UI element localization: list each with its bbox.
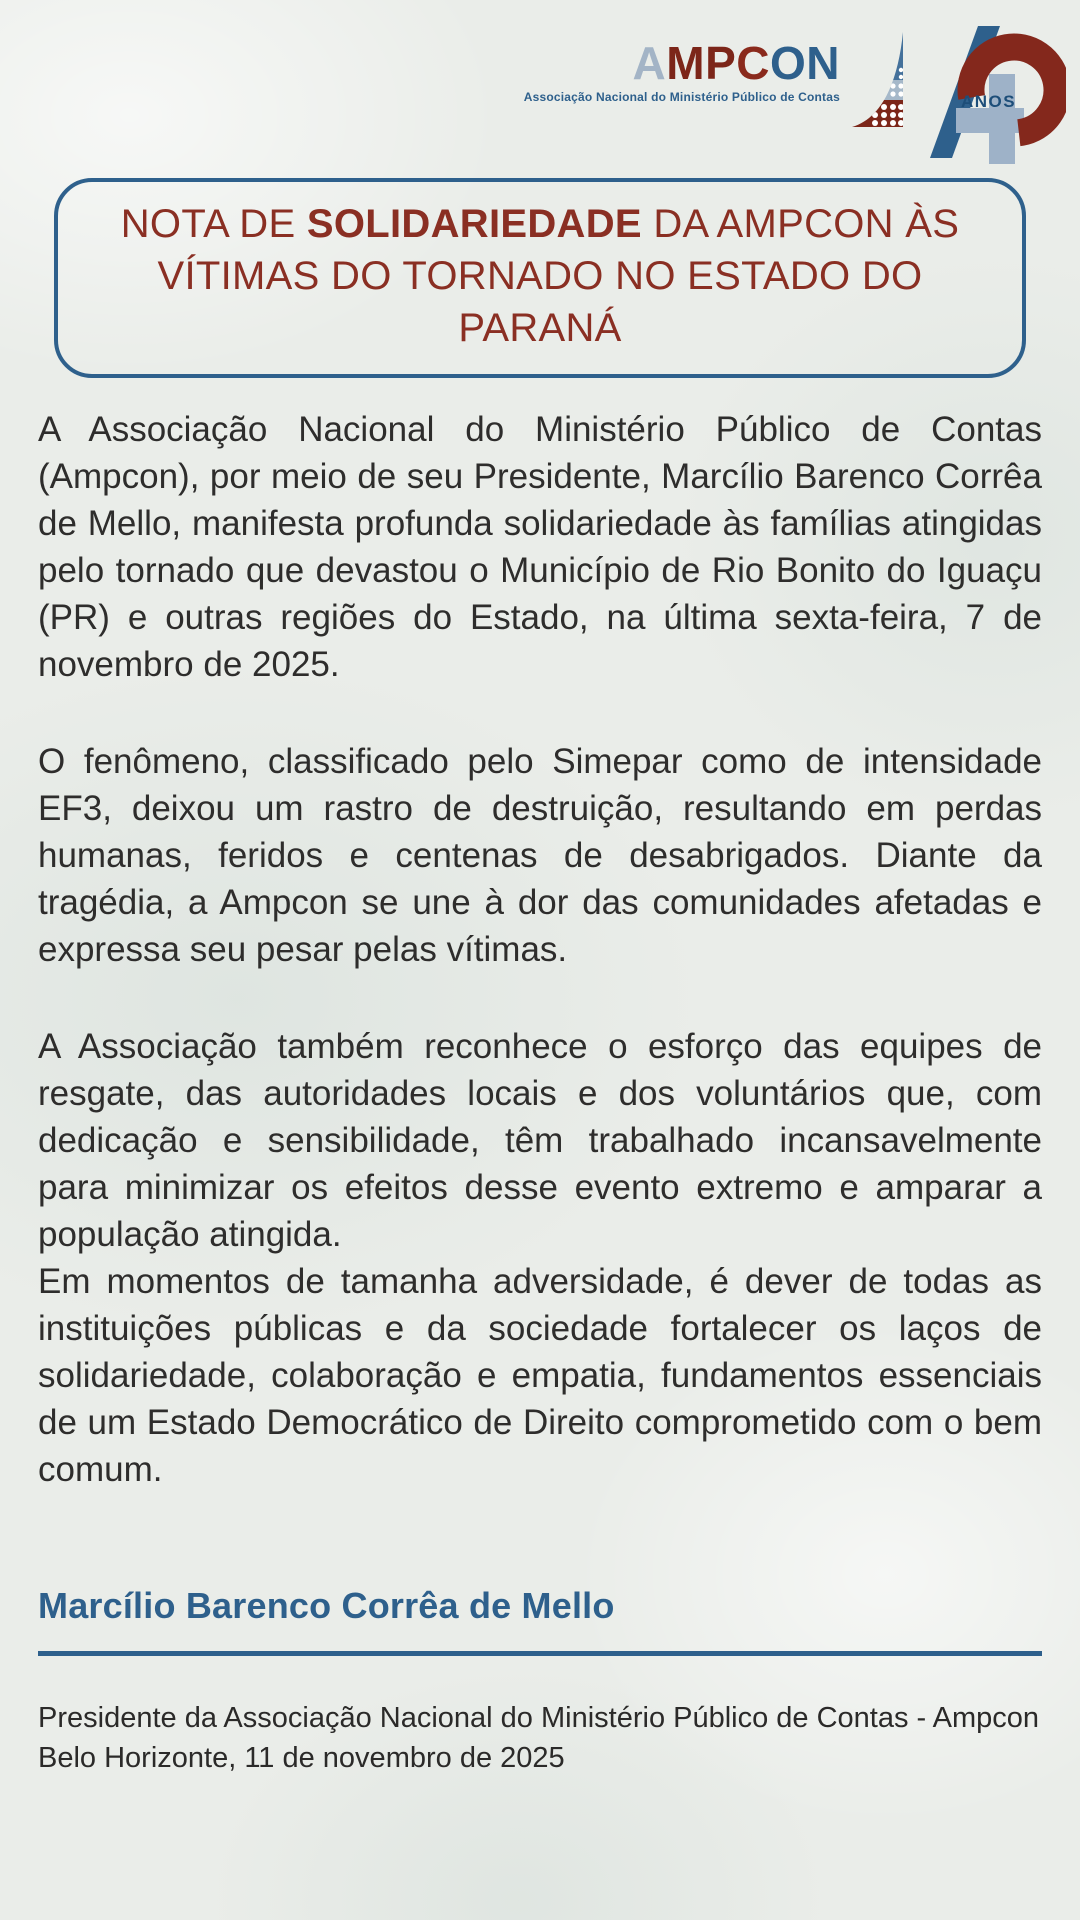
title-post: DA AMPCON ÀS VÍTIMAS DO TORNADO NO ESTADO DO PARANÁ (157, 202, 960, 350)
ampcon-wordmark (524, 37, 840, 89)
signature-name: Marcílio Barenco Corrêa de Mello (38, 1585, 615, 1626)
wordmark-letter: M (666, 37, 706, 89)
wordmark-letter: C (736, 37, 770, 89)
wordmark-letter: P (705, 37, 737, 89)
ampcon-tagline: Associação Nacional do Ministério Público de Contas (523, 90, 840, 104)
wordmark-letter: A (632, 37, 667, 89)
wordmark-letter: O (769, 37, 807, 89)
title-pre: NOTA DE (120, 202, 307, 246)
signature-block (38, 1585, 1042, 1778)
header (0, 0, 1080, 178)
paragraph-1: A Associação Nacional do Ministério Público de Contas (Ampcon), por meio de seu Presidente, Marcílio Barenco Corrêa de Mello, manifesta profunda solidariedade às famílias atingidas pelo tornado que devastou o Município de Rio Bonito do Iguaçu (PR) e outras regiões do Estado, na última sexta-feira, 7 de novembro de 2025. (38, 410, 1042, 684)
signature-role: Presidente da Associação Nacional do Ministério Público de Contas - Ampcon (38, 1702, 1040, 1734)
signature-place-date: Belo Horizonte, 11 de novembro de 2025 (38, 1742, 565, 1774)
anniversary-40-anos-icon (916, 16, 1066, 166)
ampcon-logo (524, 16, 1066, 166)
paragraph-4: Em momentos de tamanha adversidade, é dever de todas as instituições públicas e da sociedade fortalecer os laços de solidariedade, colaboração e empatia, fundamentos essenciais de um Estado Democrático de Direito comprometido com o bem comum. (38, 1262, 1042, 1489)
signature-divider (38, 1651, 1042, 1656)
wordmark-letter: N (806, 37, 840, 89)
note-body (38, 406, 1042, 1493)
title-emphasis: SOLIDARIEDADE (306, 202, 642, 246)
building-tower-icon (850, 30, 906, 128)
note-title (114, 198, 966, 354)
paragraph-3: A Associação também reconhece o esforço das equipes de resgate, das autoridades locais e dos voluntários que, com dedicação e sensibilidade, têm trabalhado incansavelmente para minimizar os efeitos desse evento extremo e amparar a população atingida. (38, 1027, 1042, 1254)
anos-label: ANOS (961, 92, 1017, 111)
paragraph-2: O fenômeno, classificado pelo Simepar como de intensidade EF3, deixou um rastro de destruição, resultando em perdas humanas, feridos e centenas de desabrigados. Diante da tragédia, a Ampcon se une à dor das comunidades afetadas e expressa seu pesar pelas vítimas. (38, 742, 1042, 969)
ampcon-wordmark-column (523, 37, 840, 104)
badge-4-bar (956, 108, 1024, 133)
title-box (54, 178, 1026, 378)
